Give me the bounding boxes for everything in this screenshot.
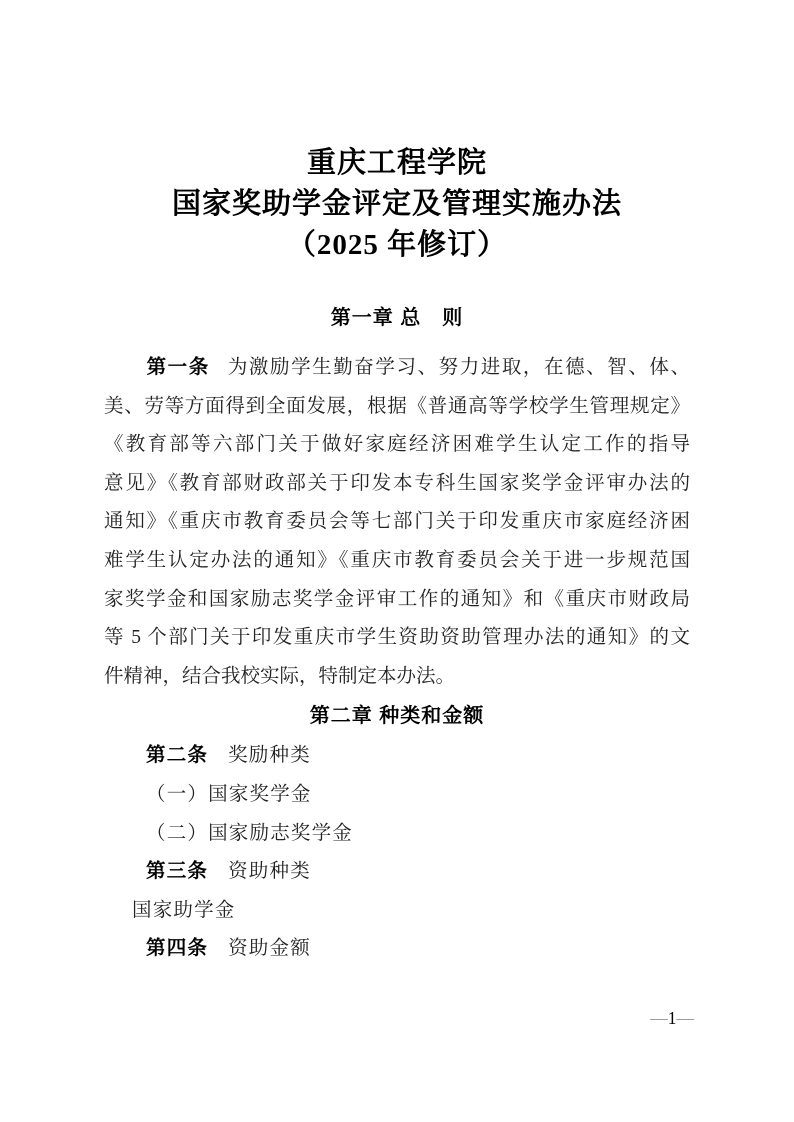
page-number-dash-left: — (650, 1008, 668, 1028)
article-1-line (104, 349, 690, 388)
award-item-row: （一）国家奖学金 (146, 783, 312, 805)
article-1-line: 等 5 个部门关于印发重庆市学生资助资助管理办法的通知》的文 (104, 627, 690, 649)
article-1-line: 意见》《教育部财政部关于印发本专科生国家奖学金评审办法的 (104, 472, 690, 494)
article-1-line: 美、劳等方面得到全面发展，根据《普通高等学校学生管理规定》 (104, 395, 690, 417)
article-3-row (104, 853, 690, 892)
article-1-text: 为激励学生勤奋学习、努力进取，在德、智、体、 (227, 357, 690, 378)
article-4-row (104, 930, 690, 969)
article-1-line: 家奖学金和国家励志奖学金评审工作的通知》和《重庆市财政局 (104, 588, 690, 610)
article-1-line: 《教育部等六部门关于做好家庭经济困难学生认定工作的指导 (104, 434, 690, 456)
aid-item-row: 国家助学金 (132, 899, 236, 921)
article-1-paragraph (104, 349, 690, 696)
article-2-row (104, 737, 690, 776)
title-line-institution: 重庆工程学院 (306, 147, 487, 179)
article-1-line: 难学生认定办法的通知》《重庆市教育委员会关于进一步规范国 (104, 549, 690, 571)
article-4-label: 第四条 (146, 938, 209, 960)
article-3-title: 资助种类 (228, 861, 311, 883)
article-1-line: 通知》《重庆市教育委员会等七部门关于印发重庆市家庭经济困 (104, 511, 690, 533)
page-number (650, 1006, 694, 1030)
title-line-policy-name: 国家奖助学金评定及管理实施办法 (171, 188, 622, 220)
article-3-label: 第三条 (146, 861, 209, 883)
award-item-row: （二）国家励志奖学金 (146, 822, 354, 844)
chapter-2-article-list (104, 737, 690, 969)
article-1-label: 第一条 (145, 357, 210, 378)
chapter-1-heading: 第一章 总 则 (330, 307, 464, 329)
article-4-title: 资助金额 (228, 938, 311, 960)
article-2-label: 第二条 (146, 745, 209, 767)
document-title-block (104, 143, 690, 266)
page-number-dash-right: — (676, 1008, 694, 1028)
chapter-2-heading: 第二章 种类和金额 (309, 705, 485, 728)
page-number-value: 1 (667, 1008, 677, 1028)
article-2-title: 奖励种类 (228, 745, 311, 767)
article-1-line: 件精神，结合我校实际，特制定本办法。 (104, 665, 456, 687)
title-line-revision-year: （2025 年修订） (286, 229, 508, 261)
